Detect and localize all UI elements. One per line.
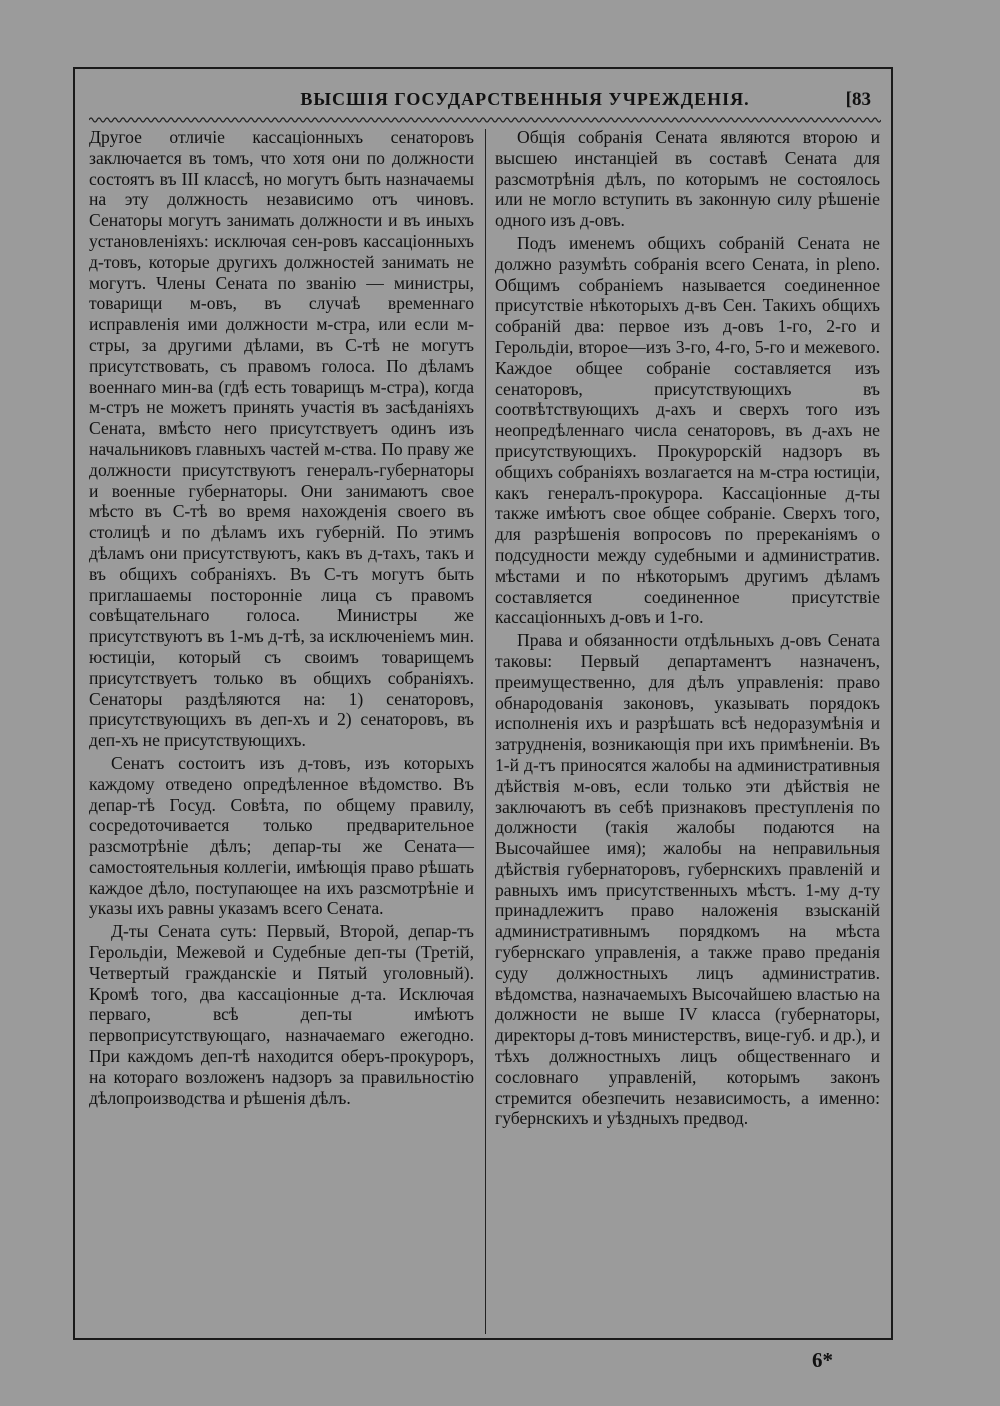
left-paragraph-2: Сенатъ состоитъ изъ д-товъ, изъ которыхъ каждому отведено опредѣленное вѣдомство. Въ депар-тѣ Госуд. Совѣта, по общему правилу, сосредоточивается только предварительное разсмотрѣніе дѣлъ; депар-ты же Сената—самостоятельныя коллегіи, имѣющія право рѣшать каждое дѣло, поступающее на ихъ разсмотрѣніе и указы ихъ равны указамъ всего Сената. <box>89 752 474 919</box>
running-header <box>75 89 891 117</box>
page-number: [83 <box>845 89 871 110</box>
column-divider <box>485 129 486 1334</box>
right-paragraph-1: Общія собранія Сената являются второю и высшею инстанціей въ составѣ Сената для разсмотрѣнія дѣлъ, по которымъ не состоялось или не могло вступить въ законную силу рѣшеніе одного изъ д-овъ. <box>495 127 880 231</box>
left-paragraph-3: Д-ты Сената суть: Первый, Второй, депар-тъ Герольдіи, Межевой и Судебные деп-ты (Третій, Четвертый гражданскіе и Пятый уголовный). Кромѣ того, два кассаціонные д-та. Исключая перваго, всѣ деп-ты имѣютъ первоприсутствующаго, назначаемаго ежегодно. При каждомъ деп-тѣ находится оберъ-прокуроръ, на котораго возложенъ надзоръ за правильностію дѣлопроизводства и рѣшенія дѣлъ. <box>89 921 474 1108</box>
right-column <box>495 127 880 1129</box>
right-paragraph-3: Права и обязанности отдѣльныхъ д-овъ Сената таковы: Первый департаментъ назначенъ, преимущественно, для дѣлъ управленія: право обнародованія законовъ, указывать порядокъ исполненія ихъ и разрѣшать всѣ недоразумѣнія и затрудненія, возникающія при ихъ примѣненіи. Въ 1-й д-тъ приносятся жалобы на административныя дѣйствія м-овъ, если только эти дѣйствія не заключаютъ въ себѣ признаковъ преступленія по должности (такія жалобы подаются на Высочайшее имя); жалобы на неправильныя дѣйствія губернаторовъ, губернскихъ правленій и равныхъ имъ присутственныхъ мѣстъ. 1-му д-ту принадлежитъ право наложенія взысканій административнымъ порядкомъ на мѣста губернскаго управленія, а также право преданія суду должностныхъ лицъ административ. вѣдомства, назначаемыхъ Высочайшею властью на должности не выше IV класса (губернаторы, директоры д-товъ министерствъ, вице-губ. и др.), и тѣхъ должностныхъ лицъ общественнаго и сословнаго управленій, которымъ законъ стремится обезпечить независимость, а именно: губернскихъ и уѣздныхъ предвод. <box>495 630 880 1129</box>
signature-mark: 6* <box>812 1348 833 1372</box>
left-paragraph-1: Другое отличіе кассаціонныхъ сенаторовъ заключается въ томъ, что хотя они по должности состоятъ въ III классѣ, но могутъ быть назначаемы на эту должность независимо отъ чиновъ. Сенаторы могутъ занимать должности и въ иныхъ установленіяхъ: исключая сен-ровъ кассаціонныхъ д-товъ, которые другихъ должностей занимать не могутъ. Члены Сената по званію — министры, товарищи м-овъ, въ случаѣ временнаго исправленія ими должности м-стра, или если м-стры, за другими дѣлами, въ С-тѣ не могутъ присутствовать, съ правомъ голоса. По дѣламъ военнаго мин-ва (гдѣ есть товарищъ м-стра), когда м-стръ не можетъ принять участія въ засѣданіяхъ Сената, вмѣсто него присутствуетъ одинъ изъ начальниковъ главныхъ частей м-ства. По праву же должности присутствуютъ генералъ-губернаторы и военные губернаторы. Они занимаютъ свое мѣсто въ С-тѣ во время нахожденія своего въ столицѣ и по дѣламъ ихъ губерній. По этимъ дѣламъ они присутствуютъ, какъ въ д-тахъ, такъ и въ общихъ собраніяхъ. Въ С-тъ могутъ быть приглашаемы посторонніе лица съ правомъ совѣщательнаго голоса. Министры же присутствуютъ въ 1-мъ д-тѣ, за исключеніемъ мин. юстиціи, который съ своимъ товарищемъ присутствуетъ только въ общихъ собраніяхъ. Сенаторы раздѣляются на: 1) сенаторовъ, присутствующихъ въ деп-хъ и 2) сенаторовъ, въ деп-хъ не присутствующихъ. <box>89 127 474 751</box>
left-column <box>89 127 474 1108</box>
right-paragraph-2: Подъ именемъ общихъ собраній Сената не должно разумѣть собранія всего Сената, in pleno. Общимъ собраніемъ называется соединенное присутствіе нѣкоторыхъ д-въ Сен. Такихъ общихъ собраній два: первое изъ д-овъ 1-го, 2-го и Герольдіи, второе—изъ 3-го, 4-го, 5-го и межевого. Каждое общее собраніе составляется изъ сенаторовъ, присутствующихъ въ соотвѣтствующихъ д-ахъ и сверхъ того изъ неопредѣленнаго числа сенаторовъ, въ д-ахъ не присутствующихъ. Прокурорскій надзоръ въ общихъ собраніяхъ возлагается на м-стра юстиціи, какъ генералъ-прокурора. Кассаціонные д-ты также имѣютъ свое общее собраніе. Сверхъ того, для разрѣшенія вопросовъ по пререканіямъ о подсудности между судебными и административ. мѣстами и по нѣкоторымъ другимъ дѣламъ составляется соединенное присутствіе кассаціонныхъ д-овъ и 1-го. <box>495 232 880 628</box>
page-frame <box>73 67 893 1340</box>
wavy-rule <box>89 115 881 125</box>
running-title: ВЫСШІЯ ГОСУДАРСТВЕННЫЯ УЧРЕЖДЕНІЯ. <box>300 89 750 109</box>
